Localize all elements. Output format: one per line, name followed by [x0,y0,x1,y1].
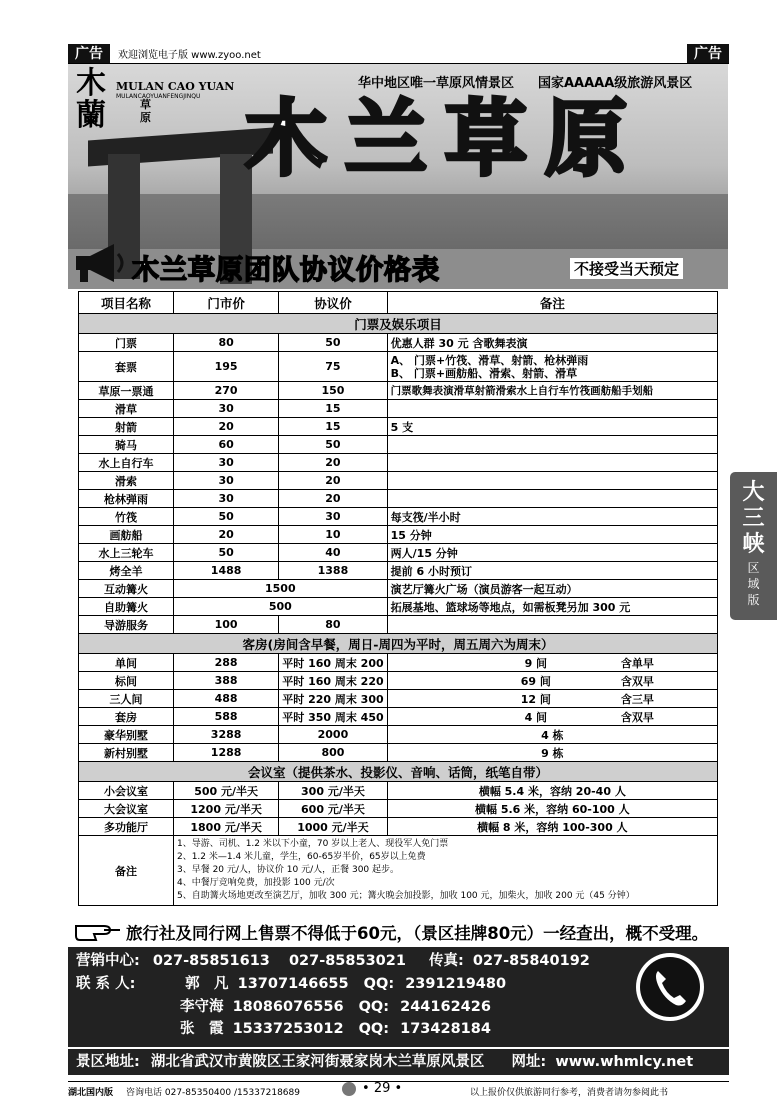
cell: 5 支 [387,418,717,436]
cell: 平时 350 周末 450 [279,708,387,726]
sales-phone-1[interactable]: 027-85851613 [152,953,270,969]
section-row [79,634,718,654]
page-badge-icon [342,1082,356,1096]
table-row [79,598,718,616]
table-row [79,436,718,454]
page-number: • 29 • [362,1081,403,1096]
cell: 多功能厅 [79,818,174,836]
table-row [79,782,718,800]
cell: 草原一票通 [79,382,174,400]
footer-consult: 咨询电话 027-85350400 /15337218689 [126,1088,300,1098]
remark-line: 1、导游、司机、1.2 米以下小童，70 岁以上老人、现役军人免门票 [176,839,449,849]
breakfast-note: 含单早 [620,656,654,670]
table-title: 木兰草原团队协议价格表 [132,255,440,286]
table-row [79,508,718,526]
table-row [79,690,718,708]
cell: 30 [173,454,278,472]
table-row [79,616,718,634]
cell: 20 [173,526,278,544]
cell: 小会议室 [79,782,174,800]
contact-name: 郭 凡 [185,976,229,992]
cell [387,454,717,472]
qq-label: QQ: [358,1021,390,1037]
table-row [79,836,718,906]
section-row [79,314,718,334]
table-row [79,454,718,472]
section-title: 客房(房间含早餐，周日-周四为平时，周五周六为周末） [79,634,718,654]
table-row [79,654,718,672]
table-row [79,400,718,418]
cell: 800 [279,744,387,762]
cell [387,490,717,508]
cell: 488 [173,690,278,708]
ad-tag-left: 广告 [68,44,110,64]
address-bar [68,1049,729,1075]
contact-qq[interactable]: 244162426 [400,999,491,1015]
table-row [79,744,718,762]
price-table [78,291,718,906]
fax-label: 传真: [429,953,464,969]
col-header: 门市价 [173,292,278,314]
footer-disclaimer: 以上报价仅供旅游同行参考，消费者请勿参阅此书 [470,1088,669,1098]
room-count: 4 间 [524,710,548,724]
table-row [79,526,718,544]
sales-phone-2[interactable]: 027-85853021 [288,953,406,969]
table-row [79,472,718,490]
remark-line: 5、自助篝火场地更改至演艺厅，加收 300 元；篝火晚会加投影，加收 100 元，加柴火，加收 200 元（45 分钟） [176,891,635,901]
cell: 大会议室 [79,800,174,818]
cell: 388 [173,672,278,690]
cell: 600 元/半天 [279,800,387,818]
table-row [79,672,718,690]
banner-title: 木兰草原 [245,92,646,187]
table-row [79,580,718,598]
cell: 门票歌舞表演滑草射箭滑索水上自行车竹筏画舫船手划船 [387,382,717,400]
cell: 横幅 5.6 米，容纳 60-100 人 [387,800,717,818]
cell [387,472,717,490]
cell: 500 元/半天 [173,782,278,800]
cell: 50 [173,508,278,526]
cell: 50 [173,544,278,562]
cell: 15 [279,400,387,418]
table-row [79,726,718,744]
cell [387,672,717,690]
cell: 演艺厅篝火广场（演员游客一起互动） [387,580,717,598]
cell: 自助篝火 [79,598,174,616]
cell: 20 [173,418,278,436]
phone-icon [636,953,704,1021]
cell: 水上三轮车 [79,544,174,562]
cell: 射箭 [79,418,174,436]
cell: 50 [279,436,387,454]
pointing-hand-icon [74,918,122,942]
contacts-label: 联 系 人: [76,976,136,992]
cell: 标间 [79,672,174,690]
table-row [79,544,718,562]
side-tab-big: 大三峡 [742,480,765,557]
cell: 画舫船 [79,526,174,544]
logo-english-sub: MULANCAOYUANFENGJINQU [116,93,201,100]
qq-label: QQ: [363,976,395,992]
cell: 平时 160 周末 200 [279,654,387,672]
cell: 50 [279,334,387,352]
cell: 4 栋 [387,726,717,744]
col-header: 备注 [387,292,717,314]
web-link[interactable]: www.whmlcy.net [555,1054,694,1070]
table-row [79,382,718,400]
cell: 1000 元/半天 [279,818,387,836]
cell: 270 [173,382,278,400]
package-note-b: B、 门票+画舫船、滑索、射箭、滑草 [390,366,578,380]
side-tab[interactable] [730,472,777,620]
cell: 平时 160 周末 220 [279,672,387,690]
cell [387,400,717,418]
remark-line: 3、早餐 20 元/人，协议价 10 元/人，正餐 300 起步。 [176,865,400,875]
logo-chinese: 木蘭 [76,66,106,133]
cell: 30 [279,508,387,526]
address-label: 景区地址: [76,1054,140,1070]
package-note-a: A、 门票+竹筏、滑草、射箭、枪林弹雨 [390,353,589,367]
table-header-row [79,292,718,314]
cell: 竹筏 [79,508,174,526]
contact-qq[interactable]: 2391219480 [405,976,507,992]
cell: 提前 6 小时预订 [387,562,717,580]
cell [387,690,717,708]
cell: 588 [173,708,278,726]
cell: 288 [173,654,278,672]
cell: 20 [279,490,387,508]
cell: 75 [279,352,387,382]
table-row [79,352,718,382]
cell: 60 [173,436,278,454]
contact-phone[interactable]: 15337253012 [232,1021,344,1037]
site-text[interactable]: 欢迎浏览电子版 www.zyoo.net [118,50,261,61]
cell: 滑草 [79,400,174,418]
cell: 20 [279,454,387,472]
cell [387,654,717,672]
cell: 100 [173,616,278,634]
ad-tag-right: 广告 [687,44,729,64]
cell: 80 [173,334,278,352]
section-title: 门票及娱乐项目 [79,314,718,334]
cell: 豪华别墅 [79,726,174,744]
section-row [79,762,718,782]
cell: 500 [173,598,387,616]
cell: 备注 [79,836,174,906]
cell: 30 [173,400,278,418]
cell: 门票 [79,334,174,352]
side-tab-small: 区域版 [747,561,760,607]
cell: 水上自行车 [79,454,174,472]
cell: 导游服务 [79,616,174,634]
cell: 1288 [173,744,278,762]
contact-qq[interactable]: 173428184 [400,1021,491,1037]
cell: 1488 [173,562,278,580]
cell: 10 [279,526,387,544]
contact-block [68,947,729,1047]
cell: 两人/15 分钟 [387,544,717,562]
slogan-1: 华中地区唯一草原风情景区 [358,76,515,91]
cell: 1800 元/半天 [173,818,278,836]
cell [387,616,717,634]
sales-label: 营销中心: [76,953,140,969]
cell: 三人间 [79,690,174,708]
logo-side: 草原 [140,98,151,124]
megaphone-icon [72,240,128,286]
cell: 拓展基地、篮球场等地点，如需板凳另加 300 元 [387,598,717,616]
table-row [79,490,718,508]
cell: 30 [173,472,278,490]
remarks-cell [173,836,717,906]
cell: 骑马 [79,436,174,454]
cell: 新村别墅 [79,744,174,762]
cell: 横幅 5.4 米，容纳 20-40 人 [387,782,717,800]
section-title: 会议室（提供茶水、投影仪、音响、话筒，纸笔自带） [79,762,718,782]
remark-line: 4、中餐厅竞响免费，加投影 100 元/次 [176,878,335,888]
table-row [79,800,718,818]
table-row [79,334,718,352]
cell: 枪林弹雨 [79,490,174,508]
page-number-value: 29 [373,1081,391,1096]
cell: 20 [279,472,387,490]
col-header: 项目名称 [79,292,174,314]
slogan-2: 国家AAAAA级旅游风景区 [538,76,693,91]
cell: 烤全羊 [79,562,174,580]
table-row [79,418,718,436]
cell: 15 分钟 [387,526,717,544]
cell: 1388 [279,562,387,580]
warning-text: 旅行社及同行网上售票不得低于60元，（景区挂牌80元）一经查出，概不受理。 [126,924,709,943]
qq-label: QQ: [358,999,390,1015]
table-row [79,708,718,726]
col-header: 协议价 [279,292,387,314]
cell: 横幅 8 米，容纳 100-300 人 [387,818,717,836]
cell: 互动篝火 [79,580,174,598]
table-row [79,818,718,836]
cell: 9 栋 [387,744,717,762]
cell: 1200 元/半天 [173,800,278,818]
room-count: 69 间 [520,674,551,688]
contact-name: 张 霞 [180,1021,224,1037]
cell: 30 [173,490,278,508]
address-text: 湖北省武汉市黄陂区王家河街聂家岗木兰草原风景区 [150,1054,485,1070]
cell: 2000 [279,726,387,744]
cell: 套票 [79,352,174,382]
contact-phone[interactable]: 18086076556 [232,999,344,1015]
fax-number: 027-85840192 [472,953,590,969]
room-count: 9 间 [524,656,548,670]
cell [387,708,717,726]
breakfast-note: 含三早 [620,692,654,706]
cell: 滑索 [79,472,174,490]
cell: 1500 [173,580,387,598]
cell: 80 [279,616,387,634]
cell: 195 [173,352,278,382]
remark-line: 2、1.2 米—1.4 米儿童，学生，60-65岁半价，65岁以上免费 [176,852,426,862]
no-same-day-note: 不接受当天预定 [570,258,683,279]
cell: 15 [279,418,387,436]
cell: 套房 [79,708,174,726]
breakfast-note: 含双早 [620,674,654,688]
breakfast-note: 含双早 [620,710,654,724]
footer-edition: 湖北国内版 [68,1088,114,1098]
cell: 单间 [79,654,174,672]
logo-english: MULAN CAO YUAN [116,80,235,93]
cell [387,352,717,382]
room-count: 12 间 [520,692,551,706]
cell: 3288 [173,726,278,744]
cell: 优惠人群 30 元 含歌舞表演 [387,334,717,352]
cell: 40 [279,544,387,562]
cell: 每支筏/半小时 [387,508,717,526]
contact-phone[interactable]: 13707146655 [237,976,349,992]
contact-name: 李守海 [180,999,224,1015]
cell [387,436,717,454]
cell: 平时 220 周末 300 [279,690,387,708]
cell: 300 元/半天 [279,782,387,800]
web-label: 网址: [511,1054,547,1070]
cell: 150 [279,382,387,400]
table-row [79,562,718,580]
